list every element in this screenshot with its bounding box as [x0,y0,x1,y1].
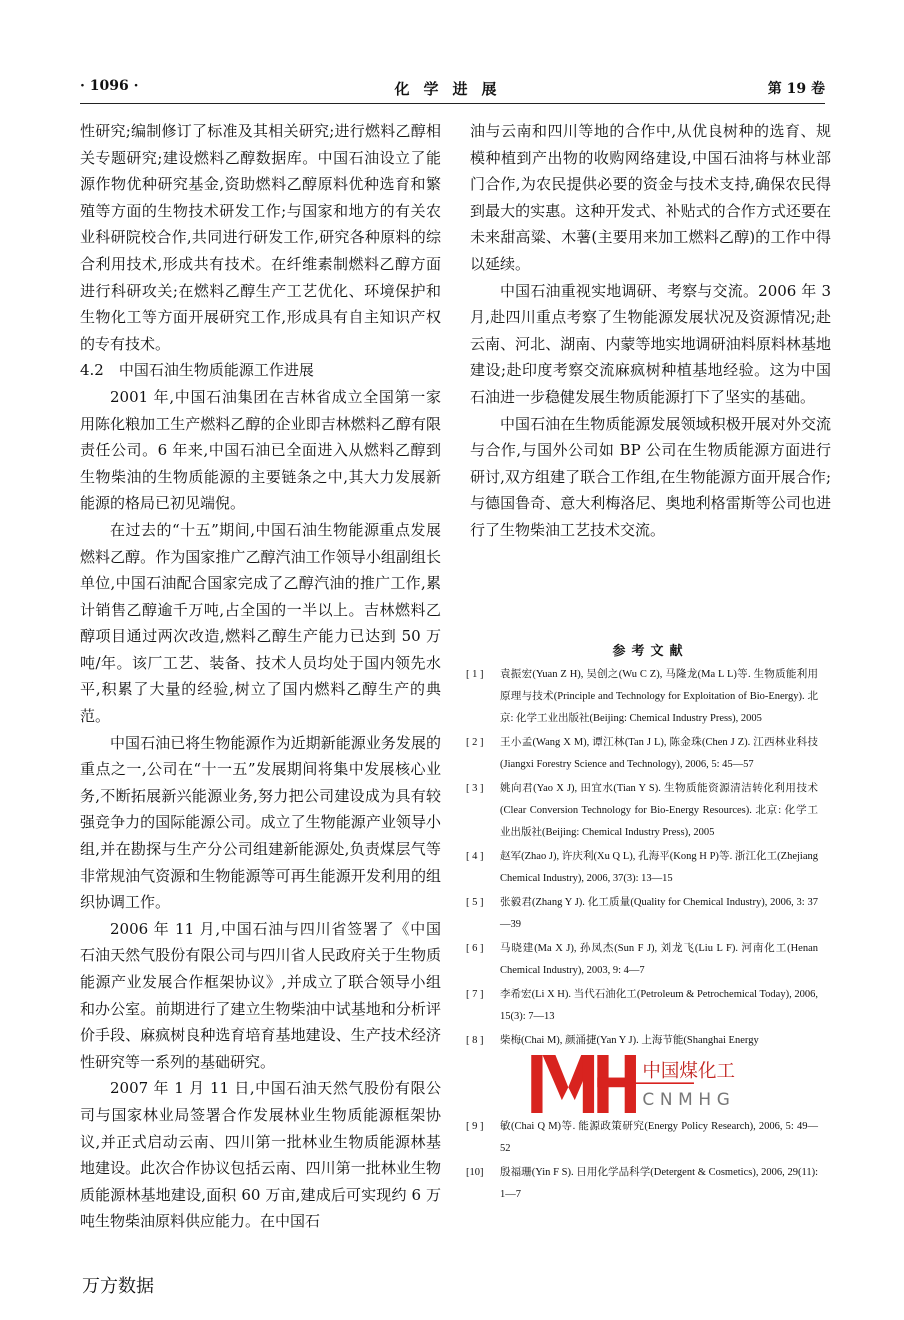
reference-number: [ 5 ] [466,897,484,908]
reference-number: [ 9 ] [466,1121,484,1132]
right-column [470,118,831,544]
paragraph: 2007 年 1 月 11 日,中国石油天然气股份有限公司与国家林业局签署合作发展林业生物质能源框架协议,并正式启动云南、四川第一批林业生物质能源林基地建设。此次合作协议包括云南、四川第一批林业生物质能源林基地建设,面积 60 万亩,建成后可实现约 6 万吨生物柴油原料供应能力。在中国石 [80,1079,441,1231]
reference-number: [ 4 ] [466,851,484,862]
paragraph: 2006 年 11 月,中国石油与四川省签署了《中国石油天然气股份有限公司与四川省人民政府关于生物质能源产业发展合作框架协议》,并成立了联合领导小组和办公室。前期进行了建立生物柴油中试基地和分析评价手段、麻疯树良种选育培育基地建设、生产技术经济性研究等一系列的基础研究。 [80,919,441,1071]
logo-bar [583,1055,594,1113]
reference-text: 柴梅(Chai M), 颜涌捷(Yan Y J). 上海节能(Shanghai Energy [500,1035,759,1046]
paragraph: 性研究;编制修订了标准及其相关研究;进行燃料乙醇相关专题研究;建设燃料乙醇数据库。中国石油设立了能源作物优种研究基金,资助燃料乙醇原料优种选育和繁殖等方面的生物技术研发工作;与国家和地方的有关农业科研院校合作,共同进行研发工作,研究各种原料的综合利用技术,形成共有技术。在纤维素制燃料乙醇方面进行科研攻关;在燃料乙醇生产工艺优化、环境保护和生物化工等方面开展研究工作,形成具有自主知识产权的专有技术。 [80,122,441,353]
reference-item [466,846,818,890]
paragraph: 中国石油在生物质能源发展领域积极开展对外交流与合作,与国外公司如 BP 公司在生物质能源方面进行研讨,双方组建了联合工作组,在生物能源方面开展合作;与德国鲁奇、意大利梅洛尼、奥地利格雷斯等公司也进行了生物柴油工艺技术交流。 [470,414,831,539]
volume: 第 19 卷 [767,81,825,97]
reference-item [466,664,818,730]
watermark-en: CNMHG [642,1088,736,1109]
reference-text: 赵军(Zhao J), 许庆利(Xu Q L), 孔海平(Kong H P)等. 浙江化工(Zhejiang Chemical Industry), 2006, 37(3): 13—15 [500,851,818,884]
reference-item [466,892,818,936]
reference-number: [ 7 ] [466,989,484,1000]
reference-item [466,984,818,1028]
paragraph: 中国石油已将生物能源作为近期新能源业务发展的重点之一,公司在“十一五”发展期间将集中发展核心业务,不断拓展新兴能源业务,努力把公司建设成为具有较强竞争力的国际能源公司。成立了生物能源产业领导小组,并在勘探与生产分公司组建新能源处,负责煤层气等非常规油气资源和生物能源等可再生能源开发利用的组织协调工作。 [80,733,441,912]
reference-text: 敏(Chai Q M)等. 能源政策研究(Energy Policy Research), 2006, 5: 49—52 [500,1121,818,1154]
reference-number: [ 2 ] [466,737,484,748]
running-header [80,78,825,100]
reference-item [466,1030,818,1052]
reference-number: [ 1 ] [466,669,484,680]
journal-title: 化学进展 [394,80,511,98]
logo-rule [610,1082,694,1084]
paragraph: 油与云南和四川等地的合作中,从优良树种的选育、规模种植到产出物的收购网络建设,中国石油将与林业部门合作,为农民提供必要的资金与技术支持,确保农民得到最大的实惠。这种开发式、补贴式的合作方式还要在未来甜高粱、木薯(主要用来加工燃料乙醇)的工作中得以延续。 [470,122,831,273]
reference-text: 姚向君(Yao X J), 田宜水(Tian Y S). 生物质能资源清洁转化利用技术(Clear Conversion Technology for Bio-Energy Resources). 北京: 化学工业出版社(Beijing: Chemical Industry Press), 2005 [500,783,818,838]
watermark-logo [505,1055,775,1113]
reference-text: 王小孟(Wang X M), 谭江林(Tan J L), 陈金珠(Chen J Z). 江西林业科技(Jiangxi Forestry Science and Technology), 2006, 5: 45—57 [500,737,818,770]
reference-text: 张毅君(Zhang Y J). 化工质量(Quality for Chemical Industry), 2006, 3: 37—39 [500,897,818,930]
header-rule [80,103,825,104]
references-title: 参考文献 [612,644,689,659]
watermark-cn: 中国煤化工 [642,1060,735,1082]
page-number: · 1096 · [80,78,139,94]
reference-item [466,938,818,982]
paragraph: 2001 年,中国石油集团在吉林省成立全国第一家用陈化粮加工生产燃料乙醇的企业即吉林燃料乙醇有限责任公司。6 年来,中国石油已全面进入从燃料乙醇到生物柴油的生物质能源的主要链条之中,其大力发展新能源的格局已初见端倪。 [80,387,441,513]
reference-item [466,732,818,776]
left-column [80,118,441,1235]
reference-text: 李希宏(Li X H). 当代石油化工(Petroleum & Petrochemical Today), 2006, 15(3): 7—13 [500,989,818,1022]
reference-text: 殷福珊(Yin F S). 日用化学品科学(Detergent & Cosmetics), 2006, 29(11): 1—7 [500,1167,818,1200]
reference-number: [ 6 ] [466,943,484,954]
reference-number: [ 3 ] [466,783,484,794]
footer-text: 万方数据 [82,1276,154,1297]
reference-text: 袁振宏(Yuan Z H), 吴创之(Wu C Z), 马隆龙(Ma L L)等. 生物质能利用原理与技术(Principle and Technology for Exploitation of Bio-Energy). 北京: 化学工业出版社(Beijing: Chemical Industry Press), 2005 [500,669,818,724]
reference-item [466,1116,818,1160]
section-heading: 4.2 中国石油生物质能源工作进展 [80,361,314,380]
logo-bar [543,1055,569,1100]
logo-bar [531,1055,542,1113]
reference-list [466,664,818,1208]
reference-number: [10] [466,1167,484,1178]
paragraph: 中国石油重视实地调研、考察与交流。2006 年 3 月,赴四川重点考察了生物能源发展状况及资源情况;赴云南、河北、湖南、内蒙等地实地调研油料原料林基地建设;赴印度考察交流麻疯树种植基地经验。这为中国石油进一步稳健发展生物质能源打下了坚实的基础。 [470,281,831,406]
paragraph: 在过去的“十五”期间,中国石油生物能源重点发展燃料乙醇。作为国家推广乙醇汽油工作领导小组副组长单位,中国石油配合国家完成了乙醇汽油的推广工作,累计销售乙醇逾千万吨,占全国的一半以上。吉林燃料乙醇项目通过两次改造,燃料乙醇生产能力已达到 50 万吨/年。该厂工艺、装备、技术人员均处于国内领先水平,积累了大量的经验,树立了国内燃料乙醇生产的典范。 [80,520,441,726]
reference-item [466,778,818,844]
reference-item [466,1162,818,1206]
reference-text: 马晓建(Ma X J), 孙凤杰(Sun F J), 刘龙飞(Liu L F). 河南化工(Henan Chemical Industry), 2003, 9: 4—7 [500,943,818,976]
reference-number: [ 8 ] [466,1035,484,1046]
